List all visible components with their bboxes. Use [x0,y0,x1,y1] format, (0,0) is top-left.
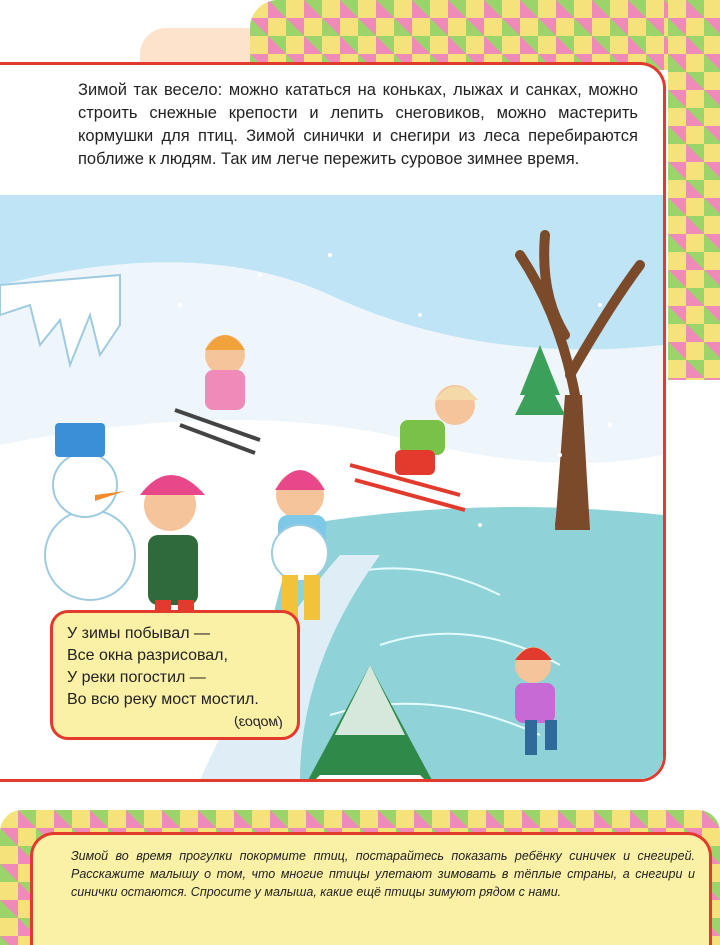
checker-border-right [668,0,720,380]
parent-note-text: Зимой во время прогулки покормите птиц, постарайтесь показать ребёнку синичек и снегирей. Расскажите малышу о том, что многие птицы улетают зимовать в тёплые страны, а снегири и синички остаются. Спросите у малыша, какие ещё птицы зимуют рядом с нами. [71,849,695,899]
riddle-line: Все окна разрисовал, [67,647,228,664]
riddle-box [50,610,300,740]
intro-text: Зимой так весело: можно кататься на коньках, лыжах и санках, можно строить снежные крепости и лепить снеговиков, можно мастерить кормушки для птиц. Зимой синички и снегири из леса перебираются поближе к людям. Так им легче пережить суровое зимнее время. [78,81,638,168]
riddle-line: У зимы побывал — [67,625,211,642]
checker-border-top [250,0,720,70]
riddle-line: Во всю реку мост мостил. [67,691,259,708]
riddle-answer: (мороз) [234,713,283,729]
riddle-line: У реки погостил — [67,669,206,686]
parent-note [30,832,712,945]
